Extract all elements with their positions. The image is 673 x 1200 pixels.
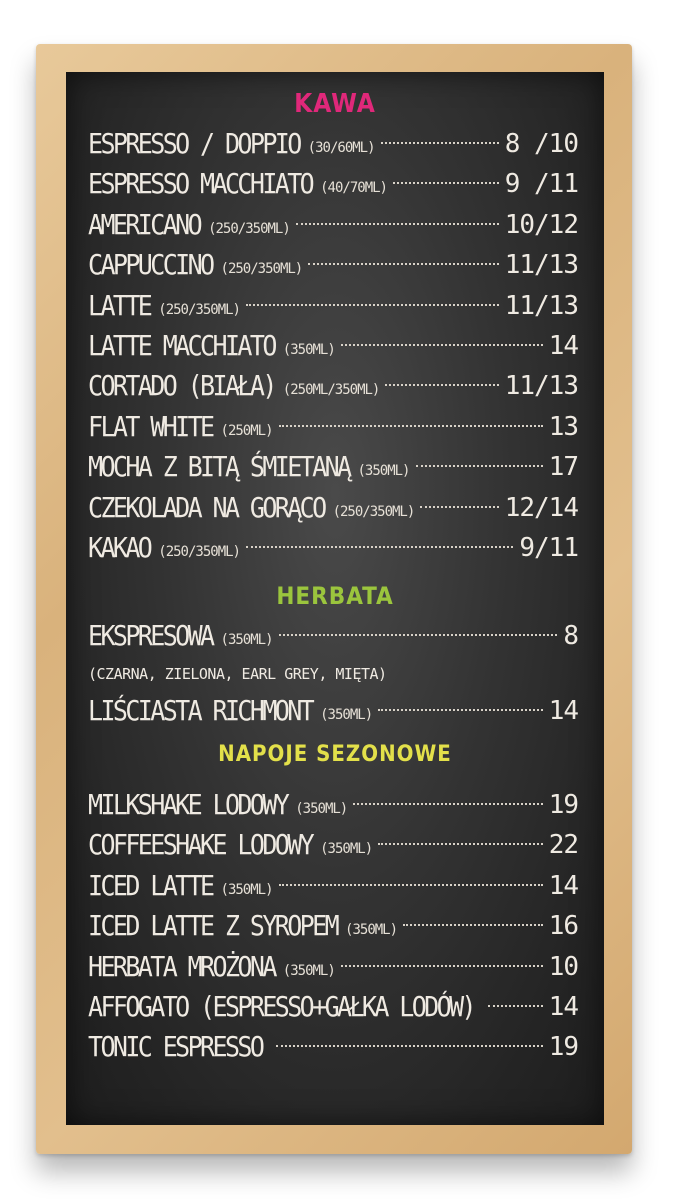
item-name: CZEKOLADA NA GORĄCO xyxy=(88,490,325,524)
menu-item xyxy=(66,205,604,245)
dot-leader xyxy=(381,142,499,144)
item-price: 19 xyxy=(548,1032,578,1063)
item-name: ESPRESSO / DOPPIO xyxy=(88,127,300,160)
dot-leader xyxy=(279,425,543,427)
dot-leader xyxy=(488,1005,543,1007)
item-volume: (250/350ML) xyxy=(158,301,240,318)
menu-item xyxy=(66,326,604,366)
dot-leader xyxy=(385,384,498,386)
item-price: 10/12 xyxy=(504,209,578,240)
item-name: ICED LATTE xyxy=(88,869,213,902)
menu-item xyxy=(66,528,604,568)
item-name: COFFEESHAKE LODOWY xyxy=(88,828,313,862)
menu-item xyxy=(66,124,604,164)
menu-item xyxy=(66,691,604,731)
item-name: AMERICANO xyxy=(88,207,201,241)
item-volume: (250/350ML) xyxy=(158,543,240,560)
dot-leader xyxy=(378,843,543,845)
item-price: 8 xyxy=(563,621,578,652)
dot-leader xyxy=(341,344,543,346)
menu-item xyxy=(66,164,604,204)
dot-leader xyxy=(276,1045,542,1047)
dot-leader xyxy=(403,924,543,926)
item-name: FLAT WHITE xyxy=(88,409,213,443)
menu-item xyxy=(66,366,604,406)
item-price: 10 xyxy=(548,951,578,982)
item-price: 11/13 xyxy=(504,371,578,402)
item-price: 13 xyxy=(548,411,578,442)
dot-leader xyxy=(393,182,499,184)
item-volume: (250ML) xyxy=(220,422,273,439)
menu-item xyxy=(66,906,604,946)
item-name: CAPPUCCINO xyxy=(88,248,213,281)
item-volume: (250ML/350ML) xyxy=(282,382,380,399)
item-volume: (350ML) xyxy=(282,962,335,979)
item-volume: (250/350ML) xyxy=(208,220,290,237)
dot-leader xyxy=(308,263,498,265)
item-volume: (350ML) xyxy=(282,341,335,358)
item-name: MILKSHAKE LODOWY xyxy=(88,788,288,821)
section-title-kawa: KAWA xyxy=(294,89,376,119)
dot-leader xyxy=(279,884,543,886)
section-title-herbata: HERBATA xyxy=(276,582,394,611)
item-price: 17 xyxy=(548,452,578,483)
dot-leader xyxy=(353,803,542,805)
item-volume: (350ML) xyxy=(320,706,373,723)
item-volume: (350ML) xyxy=(320,841,373,858)
tea-varieties-note: (CZARNA, ZIELONA, EARL GREY, MIĘTA) xyxy=(88,664,387,683)
item-name: LIŚCIASTA RICHMONT xyxy=(88,693,313,727)
item-price: 14 xyxy=(548,330,578,361)
item-name: KAKAO xyxy=(88,531,151,564)
menu-item xyxy=(66,785,604,825)
item-volume: (250/350ML) xyxy=(220,261,303,278)
item-price: 9 /11 xyxy=(504,169,578,200)
item-name: HERBATA MROŻONA xyxy=(88,949,275,983)
menu-item xyxy=(66,407,604,447)
menu-item xyxy=(66,286,604,326)
item-name: CORTADO (BIAŁA) xyxy=(88,369,275,402)
menu-item xyxy=(66,947,604,987)
dot-leader xyxy=(246,304,499,306)
dot-leader xyxy=(279,634,558,636)
item-name: EKSPRESOWA xyxy=(88,619,213,652)
item-price: 11/13 xyxy=(504,290,578,321)
item-price: 19 xyxy=(548,790,578,821)
item-volume: (350ML) xyxy=(295,801,348,818)
dot-leader xyxy=(296,223,499,225)
item-volume: (350ML) xyxy=(357,463,410,480)
item-price: 22 xyxy=(548,830,578,861)
item-volume: (350ML) xyxy=(345,922,398,939)
item-price: 16 xyxy=(548,911,578,942)
section-title-napoje-sezonowe: NAPOJE SEZONOWE xyxy=(218,742,452,768)
item-volume: (250/350ML) xyxy=(332,503,415,520)
item-volume: (350ML) xyxy=(220,881,273,898)
item-price: 14 xyxy=(548,992,578,1023)
item-name: LATTE MACCHIATO xyxy=(88,329,275,362)
item-price: 12/14 xyxy=(504,492,578,523)
item-volume: (30/60ML) xyxy=(307,140,375,156)
menu-item xyxy=(66,488,604,528)
chalkboard-menu xyxy=(66,72,604,1125)
item-volume: (40/70ML) xyxy=(320,180,387,197)
dot-leader xyxy=(416,465,543,467)
menu-item xyxy=(66,825,604,865)
dot-leader xyxy=(378,709,543,711)
item-name: ICED LATTE Z SYROPEM xyxy=(88,909,338,942)
dot-leader xyxy=(246,546,513,548)
menu-item xyxy=(66,616,604,656)
item-name: LATTE xyxy=(88,288,151,322)
item-price: 14 xyxy=(548,870,578,901)
menu-item xyxy=(66,447,604,487)
item-name: ESPRESSO MACCHIATO xyxy=(88,167,313,201)
menu-item xyxy=(66,866,604,906)
menu-item xyxy=(66,1027,604,1067)
item-price: 14 xyxy=(548,695,578,726)
item-price: 11/13 xyxy=(504,250,578,281)
item-price: 9/11 xyxy=(519,532,578,563)
menu-item xyxy=(66,987,604,1027)
item-name: TONIC ESPRESSO xyxy=(88,1030,263,1064)
dot-leader xyxy=(420,506,498,508)
menu-item xyxy=(66,245,604,285)
item-volume: (350ML) xyxy=(220,632,273,649)
item-price: 8 /10 xyxy=(504,129,578,159)
item-name: MOCHA Z BITĄ ŚMIETANĄ xyxy=(88,450,350,483)
dot-leader xyxy=(341,965,543,967)
item-name: AFFOGATO (ESPRESSO+GAŁKA LODÓW) xyxy=(88,990,474,1023)
